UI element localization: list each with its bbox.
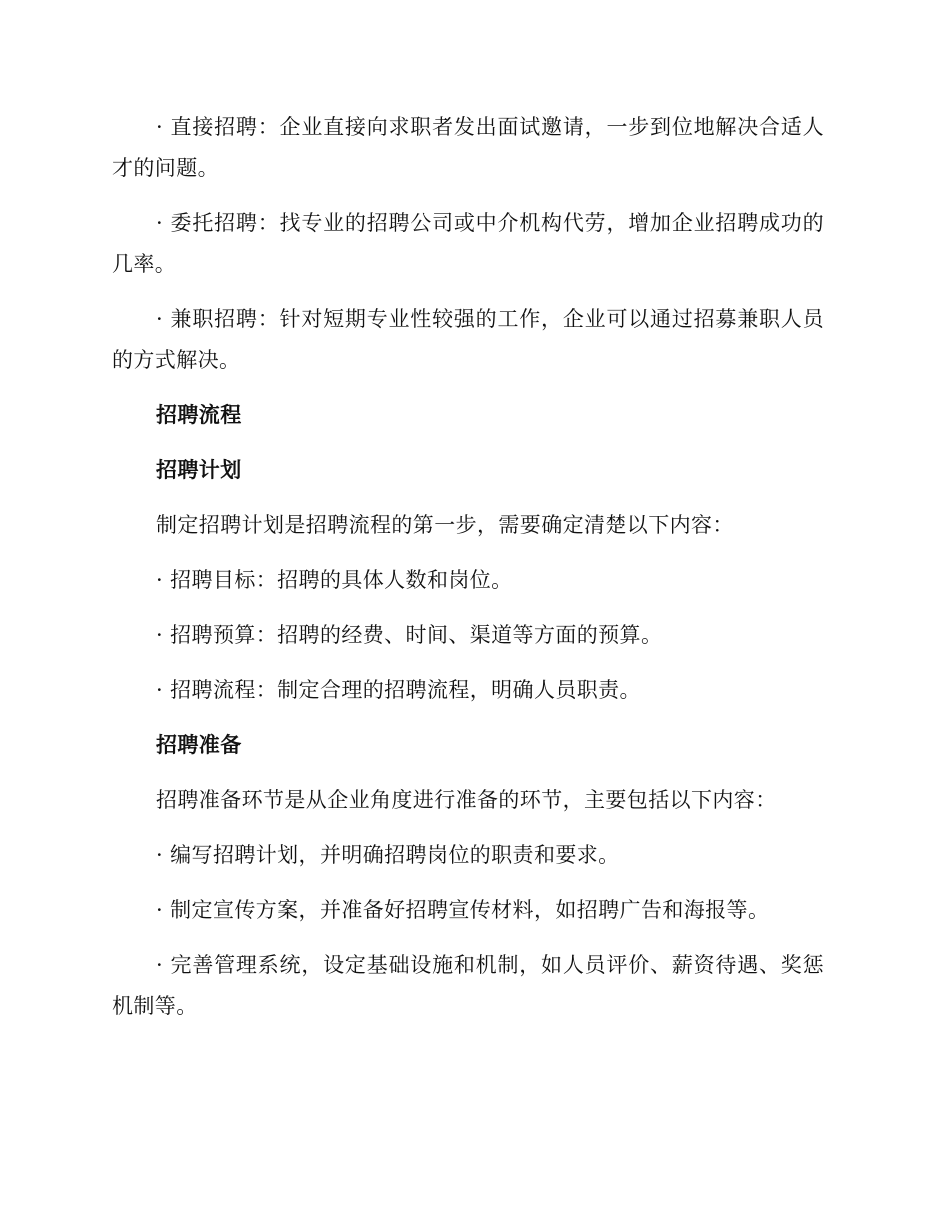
preparation-intro-paragraph: 招聘准备环节是从企业角度进行准备的环节，主要包括以下内容： [156, 788, 777, 812]
bullet-publicity-plan: · 制定宣传方案，并准备好招聘宣传材料，如招聘广告和海报等。 [156, 898, 770, 922]
bullet-management-system: · 完善管理系统，设定基础设施和机制，如人员评价、薪资待遇、奖惩机制等。 [112, 953, 824, 1018]
bullet-entrusted-recruitment: · 委托招聘：找专业的招聘公司或中介机构代劳，增加企业招聘成功的几率。 [112, 211, 824, 276]
section-heading-recruitment-process: 招聘流程 [156, 403, 242, 427]
subheading-recruitment-preparation: 招聘准备 [156, 733, 242, 757]
bullet-recruitment-procedure: · 招聘流程：制定合理的招聘流程，明确人员职责。 [156, 678, 641, 702]
document-body [112, 107, 824, 1041]
bullet-part-time-recruitment: · 兼职招聘：针对短期专业性较强的工作，企业可以通过招募兼职人员的方式解决。 [112, 307, 824, 372]
plan-intro-paragraph: 制定招聘计划是招聘流程的第一步，需要确定清楚以下内容： [156, 513, 734, 537]
bullet-recruitment-goal: · 招聘目标：招聘的具体人数和岗位。 [156, 568, 513, 592]
bullet-direct-recruitment: · 直接招聘：企业直接向求职者发出面试邀请，一步到位地解决合适人才的问题。 [112, 115, 824, 180]
bullet-write-plan: · 编写招聘计划，并明确招聘岗位的职责和要求。 [156, 843, 620, 867]
bullet-recruitment-budget: · 招聘预算：招聘的经费、时间、渠道等方面的预算。 [156, 623, 663, 647]
subheading-recruitment-plan: 招聘计划 [156, 458, 242, 482]
